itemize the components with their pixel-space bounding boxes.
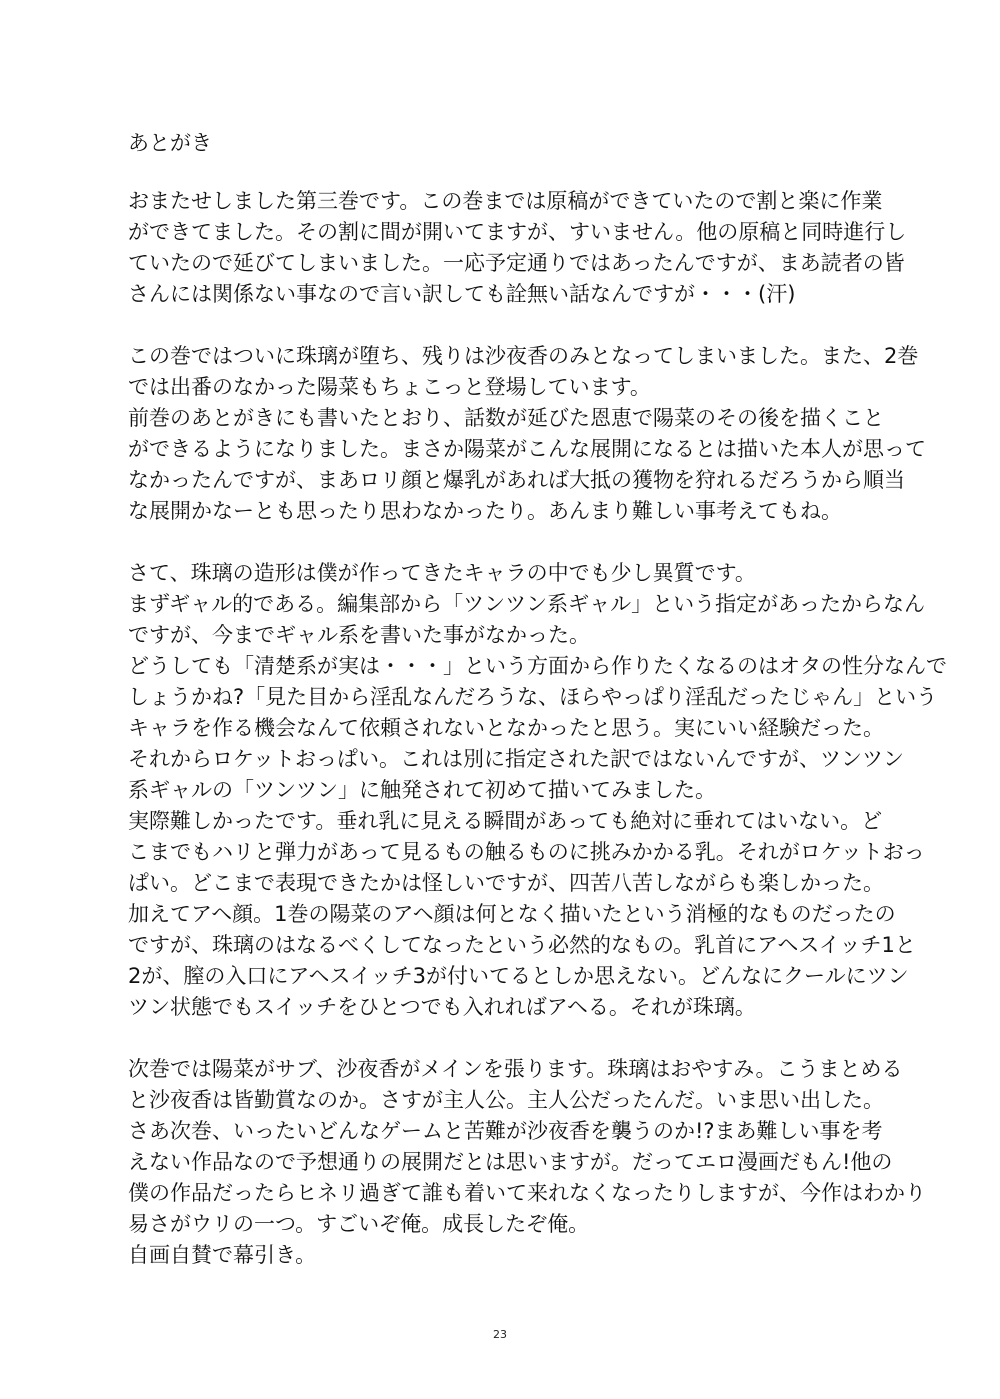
text-line: ですが、珠璃のはなるべくしてなったという必然的なもの。乳首にアヘスイッチ1と: [128, 933, 916, 957]
text-line: どうしても「清楚系が実は・・・」という方面から作りたくなるのはオタの性分なんで: [128, 654, 947, 678]
text-line: 僕の作品だったらヒネリ過ぎて誰も着いて来れなくなったりしますが、今作はわかり: [128, 1181, 926, 1205]
text-line: キャラを作る機会なんて依頼されないとなかったと思う。実にいい経験だった。: [128, 716, 884, 740]
paragraph: [128, 1054, 926, 1271]
text-line: な展開かなーとも思ったり思わなかったり。あんまり難しい事考えてもね。: [128, 499, 842, 523]
text-line: ていたので延びてしまいました。一応予定通りではあったんですが、まあ読者の皆: [128, 251, 905, 275]
text-line: さあ次巻、いったいどんなゲームと苦難が沙夜香を襲うのか!?まあ難しい事を考: [128, 1119, 883, 1143]
text-line: まずギャル的である。編集部から「ツンツン系ギャル」という指定があったからなん: [128, 592, 925, 616]
text-line: こまでもハリと弾力があって見るもの触るものに挑みかかる乳。それがロケットおっ: [128, 840, 925, 864]
text-line: 易さがウリの一つ。すごいぞ俺。成長したぞ俺。: [128, 1212, 590, 1236]
text-line: それからロケットおっぱい。これは別に指定された訳ではないんですが、ツンツン: [128, 747, 904, 771]
text-line: 次巻では陽菜がサブ、沙夜香がメインを張ります。珠璃はおやすみ。こうまとめる: [128, 1057, 903, 1081]
text-line: えない作品なので予想通りの展開だとは思いますが。だってエロ漫画だもん!他の: [128, 1150, 893, 1174]
page-number: 23: [493, 1328, 507, 1341]
text-line: ですが、今までギャル系を書いた事がなかった。: [128, 623, 590, 647]
text-line: 加えてアヘ顔。1巻の陽菜のアヘ顔は何となく描いたという消極的なものだったの: [128, 902, 896, 926]
paragraph: [128, 341, 926, 527]
text-line: 実際難しかったです。垂れ乳に見える瞬間があっても絶対に垂れてはいない。ど: [128, 809, 883, 833]
text-line: と沙夜香は皆勤賞なのか。さすが主人公。主人公だったんだ。いま思い出した。: [128, 1088, 884, 1112]
text-line: 2が、膣の入口にアヘスイッチ3が付いてるとしか思えない。どんなにクールにツン: [128, 964, 909, 988]
text-line: ができるようになりました。まさか陽菜がこんな展開になるとは描いた本人が思って: [128, 437, 926, 461]
text-line: 前巻のあとがきにも書いたとおり、話数が延びた恩恵で陽菜のその後を描くこと: [128, 406, 884, 430]
text-line: しょうかね?「見た目から淫乱なんだろうな、ほらやっぱり淫乱だったじゃん」という: [128, 685, 938, 709]
text-line: 系ギャルの「ツンツン」に触発されて初めて描いてみました。: [128, 778, 716, 802]
text-line: ツン状態でもスイッチをひとつでも入れればアヘる。それが珠璃。: [128, 995, 756, 1019]
text-line: さて、珠璃の造形は僕が作ってきたキャラの中でも少し異質です。: [128, 561, 756, 585]
text-line: 自画自賛で幕引き。: [128, 1243, 317, 1267]
paragraph: [128, 558, 947, 1023]
afterword-body: [128, 186, 947, 1271]
text-line: では出番のなかった陽菜もちょこっと登場しています。: [128, 375, 651, 399]
text-line: さんには関係ない事なので言い訳しても詮無い話なんですが・・・(汗): [128, 282, 796, 306]
text-line: ができてました。その割に間が開いてますが、すいません。他の原稿と同時進行し: [128, 220, 907, 244]
text-line: おまたせしました第三巻です。この巻までは原稿ができていたので割と楽に作業: [128, 189, 883, 213]
afterword-heading: あとがき: [128, 131, 212, 155]
text-line: なかったんですが、まあロリ顔と爆乳があれば大抵の獲物を狩れるだろうから順当: [128, 468, 905, 492]
paragraph: [128, 186, 907, 310]
text-line: ぱい。どこまで表現できたかは怪しいですが、四苦八苦しながらも楽しかった。: [128, 871, 884, 895]
text-line: この巻ではついに珠璃が堕ち、残りは沙夜香のみとなってしまいました。また、2巻: [128, 344, 919, 368]
